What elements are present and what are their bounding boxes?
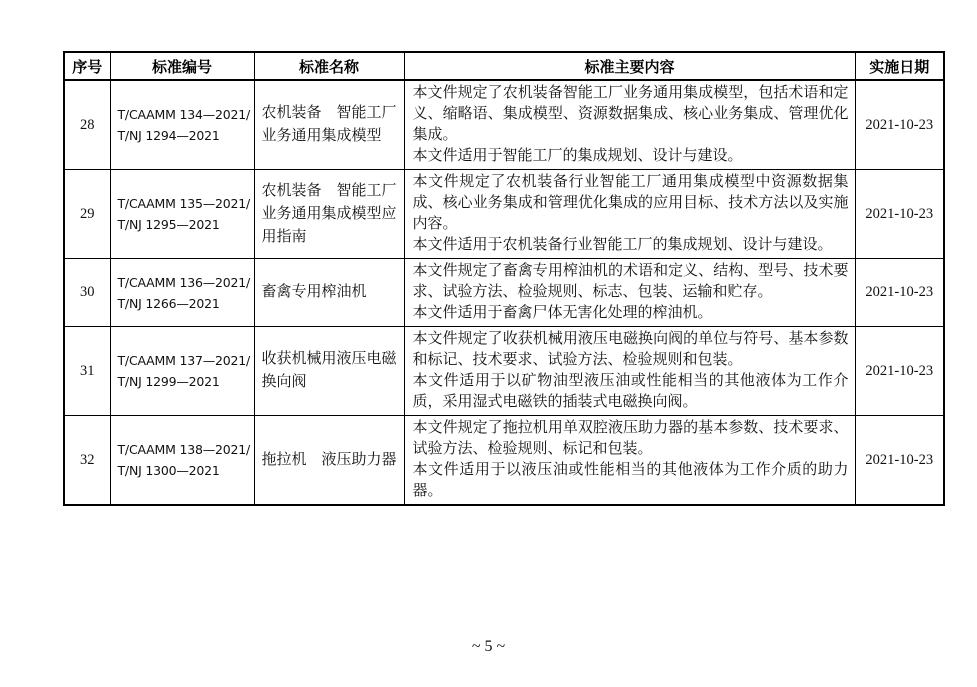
table-row <box>64 259 944 327</box>
standard-main-content <box>404 80 855 170</box>
header-serial-number: 序号 <box>64 52 110 80</box>
standard-code-line2: T/NJ 1295—2021 <box>117 217 220 232</box>
table-row <box>64 80 944 170</box>
table-row <box>64 416 944 506</box>
standard-code-line2: T/NJ 1300—2021 <box>117 463 220 478</box>
standard-code-line1: T/CAAMM 138—2021/ <box>117 442 251 457</box>
standard-name: 收获机械用液压电磁换向阀 <box>254 327 404 416</box>
standard-code-line1: T/CAAMM 137—2021/ <box>117 353 251 368</box>
table-row <box>64 327 944 416</box>
serial-number: 31 <box>64 327 110 416</box>
serial-number: 30 <box>64 259 110 327</box>
standard-main-content <box>404 170 855 259</box>
content-paragraph: 本文件适用于智能工厂的集成规划、设计与建设。 <box>412 148 743 164</box>
standard-code-line1: T/CAAMM 135—2021/ <box>117 196 251 211</box>
standard-code-line1: T/CAAMM 134—2021/ <box>117 107 251 122</box>
content-paragraph: 本文件规定了拖拉机用单双腔液压助力器的基本参数、技术要求、试验方法、检验规则、标记和包装。 <box>412 420 849 457</box>
content-paragraph: 本文件适用于畜禽尸体无害化处理的榨油机。 <box>412 305 713 321</box>
standard-code <box>110 327 254 416</box>
content-paragraph: 本文件规定了畜禽专用榨油机的术语和定义、结构、型号、技术要求、试验方法、检验规则、标志、包装、运输和贮存。 <box>412 263 849 300</box>
standard-code-line2: T/NJ 1266—2021 <box>117 295 220 311</box>
serial-number: 29 <box>64 170 110 259</box>
content-paragraph: 本文件规定了农机装备行业智能工厂通用集成模型中资源数据集成、核心业务集成和管理优化集成的应用目标、技术方法以及实施内容。 <box>412 174 849 232</box>
standard-main-content <box>404 327 855 416</box>
implementation-date: 2021-10-23 <box>855 416 944 506</box>
standard-main-content <box>404 259 855 327</box>
standard-code <box>110 170 254 259</box>
standard-main-content <box>404 416 855 506</box>
implementation-date: 2021-10-23 <box>855 259 944 327</box>
header-standard-code: 标准编号 <box>110 52 254 80</box>
header-main-content: 标准主要内容 <box>404 52 855 80</box>
implementation-date: 2021-10-23 <box>855 327 944 416</box>
standard-code-line2: T/NJ 1299—2021 <box>117 374 220 389</box>
implementation-date: 2021-10-23 <box>855 170 944 259</box>
standard-name: 农机装备 智能工厂业务通用集成模型应用指南 <box>254 170 404 259</box>
content-paragraph: 本文件适用于以矿物油型液压油或性能相当的其他液体为工作介质，采用湿式电磁铁的插装式电磁换向阀。 <box>412 373 849 410</box>
standard-code <box>110 416 254 506</box>
standard-code-line1: T/CAAMM 136—2021/ <box>117 274 251 290</box>
content-paragraph: 本文件适用于以液压油或性能相当的其他液体为工作介质的助力器。 <box>412 462 849 499</box>
standard-name: 畜禽专用榨油机 <box>254 259 404 327</box>
content-paragraph: 本文件规定了农机装备智能工厂业务通用集成模型，包括术语和定义、缩略语、集成模型、资源数据集成、核心业务集成、管理优化集成。 <box>412 85 849 143</box>
serial-number: 32 <box>64 416 110 506</box>
standard-name: 农机装备 智能工厂业务通用集成模型 <box>254 80 404 170</box>
implementation-date: 2021-10-23 <box>855 80 944 170</box>
content-paragraph: 本文件适用于农机装备行业智能工厂的集成规划、设计与建设。 <box>412 237 833 253</box>
standard-code <box>110 259 254 327</box>
page-number: ~ 5 ~ <box>471 638 506 655</box>
standard-code <box>110 80 254 170</box>
table-row <box>64 170 944 259</box>
standard-code-line2: T/NJ 1294—2021 <box>117 128 220 143</box>
content-paragraph: 本文件规定了收获机械用液压电磁换向阀的单位与符号、基本参数和标记、技术要求、试验方法、检验规则和包装。 <box>412 331 849 368</box>
header-standard-name: 标准名称 <box>254 52 404 80</box>
header-implementation-date: 实施日期 <box>855 52 944 80</box>
standard-name: 拖拉机 液压助力器 <box>254 416 404 506</box>
standards-table <box>63 51 945 506</box>
serial-number: 28 <box>64 80 110 170</box>
table-header-row <box>64 52 944 80</box>
